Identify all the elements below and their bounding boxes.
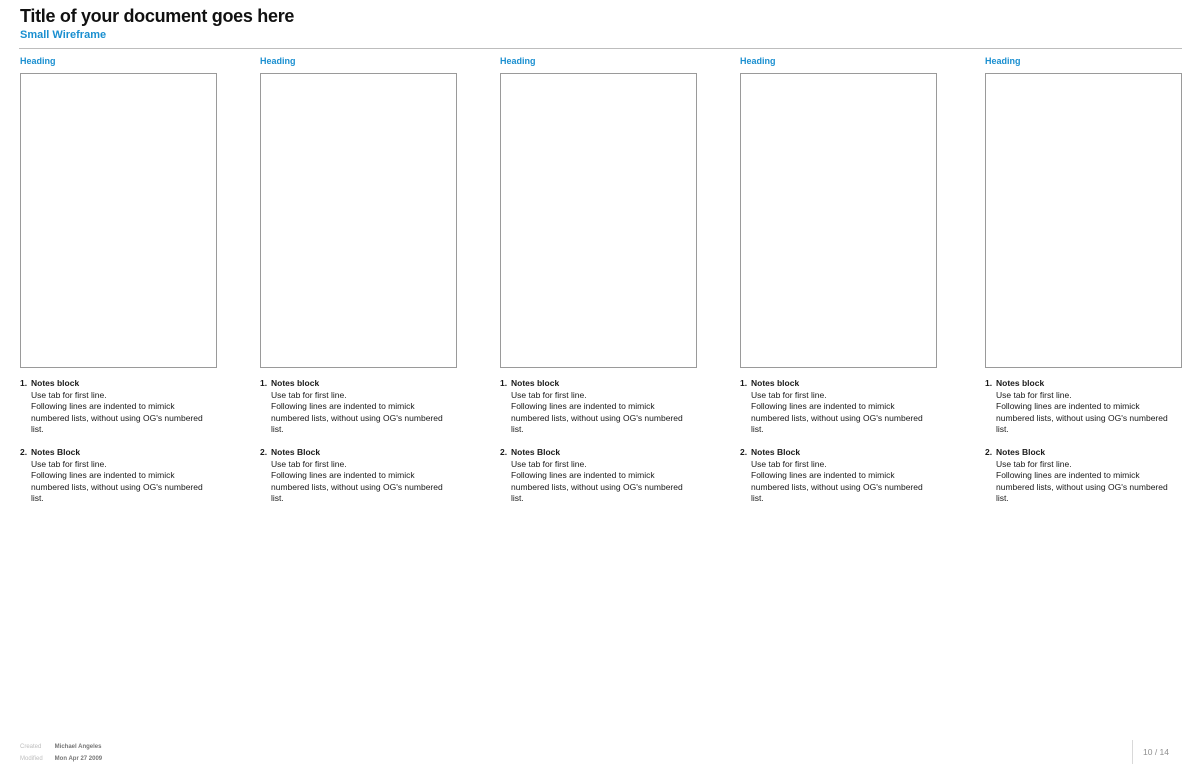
note-number: 1. bbox=[740, 378, 748, 388]
note-line: numbered lists, without using OG's numbered bbox=[996, 412, 1168, 423]
note-number: 1. bbox=[260, 378, 268, 388]
wireframe-column-2 bbox=[260, 55, 485, 503]
column-heading: Heading bbox=[985, 56, 1021, 66]
column-heading: Heading bbox=[260, 56, 296, 66]
note-line: Following lines are indented to mimick bbox=[996, 470, 1140, 480]
note-line: list. bbox=[31, 493, 44, 503]
wireframe-column-1 bbox=[20, 55, 245, 503]
note-item bbox=[985, 447, 1200, 505]
note-title: Notes block bbox=[751, 378, 800, 388]
note-item bbox=[260, 378, 485, 436]
column-heading: Heading bbox=[740, 56, 776, 66]
note-number: 2. bbox=[20, 447, 28, 457]
note-number: 2. bbox=[985, 447, 993, 457]
column-heading: Heading bbox=[500, 56, 536, 66]
column-heading: Heading bbox=[20, 56, 56, 66]
note-line: Following lines are indented to mimick bbox=[31, 470, 175, 480]
note-line: Use tab for first line. bbox=[271, 458, 347, 469]
notes-list bbox=[985, 378, 1200, 516]
note-title: Notes block bbox=[271, 378, 320, 388]
wireframe-column-4 bbox=[740, 55, 965, 503]
note-line: numbered lists, without using OG's numbered bbox=[31, 481, 203, 492]
note-line: numbered lists, without using OG's numbered bbox=[511, 481, 683, 492]
note-line: Following lines are indented to mimick bbox=[751, 401, 895, 411]
page-indicator: 10 / 14 bbox=[1143, 747, 1169, 757]
note-line: list. bbox=[751, 424, 764, 434]
note-line: Use tab for first line. bbox=[271, 389, 347, 400]
note-line: Following lines are indented to mimick bbox=[271, 470, 415, 480]
note-number: 2. bbox=[260, 447, 268, 457]
notes-list bbox=[740, 378, 965, 516]
note-line: list. bbox=[511, 493, 524, 503]
note-title: Notes Block bbox=[511, 447, 561, 457]
note-number: 1. bbox=[500, 378, 508, 388]
note-line: Use tab for first line. bbox=[996, 458, 1072, 469]
page-number-divider bbox=[1132, 740, 1133, 764]
modified-row bbox=[20, 753, 102, 765]
note-line: numbered lists, without using OG's numbered bbox=[751, 481, 923, 492]
note-line: list. bbox=[996, 424, 1009, 434]
note-number: 1. bbox=[20, 378, 28, 388]
note-line: numbered lists, without using OG's numbered bbox=[511, 412, 683, 423]
title-divider bbox=[19, 48, 1182, 49]
note-line: numbered lists, without using OG's numbered bbox=[271, 481, 443, 492]
wireframe-placeholder[interactable] bbox=[985, 73, 1182, 368]
note-line: Use tab for first line. bbox=[511, 389, 587, 400]
note-item bbox=[20, 378, 245, 436]
note-line: Use tab for first line. bbox=[996, 389, 1072, 400]
notes-list bbox=[20, 378, 245, 516]
wireframe-placeholder[interactable] bbox=[500, 73, 697, 368]
note-line: list. bbox=[751, 493, 764, 503]
document-metadata bbox=[20, 741, 102, 765]
created-value: Michael Angeles bbox=[54, 744, 102, 750]
wireframe-column-3 bbox=[500, 55, 725, 503]
note-line: Following lines are indented to mimick bbox=[271, 401, 415, 411]
note-item bbox=[20, 447, 245, 505]
wireframe-placeholder[interactable] bbox=[20, 73, 217, 368]
note-number: 2. bbox=[500, 447, 508, 457]
wireframe-placeholder[interactable] bbox=[260, 73, 457, 368]
note-title: Notes block bbox=[31, 378, 80, 388]
note-item bbox=[740, 378, 965, 436]
note-line: list. bbox=[511, 424, 524, 434]
note-line: list. bbox=[271, 424, 284, 434]
modified-label: Modified bbox=[20, 756, 43, 762]
note-title: Notes Block bbox=[271, 447, 321, 457]
note-title: Notes block bbox=[996, 378, 1045, 388]
created-row bbox=[20, 741, 102, 753]
note-line: Use tab for first line. bbox=[751, 458, 827, 469]
note-item bbox=[500, 447, 725, 505]
note-line: Following lines are indented to mimick bbox=[31, 401, 175, 411]
wireframe-placeholder[interactable] bbox=[740, 73, 937, 368]
wireframe-column-5 bbox=[985, 55, 1200, 503]
note-line: numbered lists, without using OG's numbered bbox=[271, 412, 443, 423]
note-line: Use tab for first line. bbox=[511, 458, 587, 469]
note-number: 1. bbox=[985, 378, 993, 388]
note-line: Use tab for first line. bbox=[31, 389, 107, 400]
note-line: Use tab for first line. bbox=[751, 389, 827, 400]
document-title: Title of your document goes here bbox=[20, 6, 295, 26]
note-title: Notes Block bbox=[31, 447, 81, 457]
note-line: list. bbox=[996, 493, 1009, 503]
note-title: Notes Block bbox=[996, 447, 1046, 457]
note-line: list. bbox=[31, 424, 44, 434]
note-line: numbered lists, without using OG's numbered bbox=[31, 412, 203, 423]
note-item bbox=[985, 378, 1200, 436]
note-line: Following lines are indented to mimick bbox=[511, 470, 655, 480]
note-line: Following lines are indented to mimick bbox=[751, 470, 895, 480]
note-item bbox=[260, 447, 485, 505]
note-line: Following lines are indented to mimick bbox=[996, 401, 1140, 411]
note-item bbox=[740, 447, 965, 505]
note-number: 2. bbox=[740, 447, 748, 457]
notes-list bbox=[260, 378, 485, 516]
document-subtitle: Small Wireframe bbox=[20, 29, 107, 41]
modified-value: Mon Apr 27 2009 bbox=[54, 756, 103, 762]
note-line: numbered lists, without using OG's numbered bbox=[996, 481, 1168, 492]
note-item bbox=[500, 378, 725, 436]
note-title: Notes block bbox=[511, 378, 560, 388]
note-title: Notes Block bbox=[751, 447, 801, 457]
note-line: Following lines are indented to mimick bbox=[511, 401, 655, 411]
notes-list bbox=[500, 378, 725, 516]
created-label: Created bbox=[20, 744, 42, 750]
note-line: numbered lists, without using OG's numbered bbox=[751, 412, 923, 423]
note-line: Use tab for first line. bbox=[31, 458, 107, 469]
note-line: list. bbox=[271, 493, 284, 503]
